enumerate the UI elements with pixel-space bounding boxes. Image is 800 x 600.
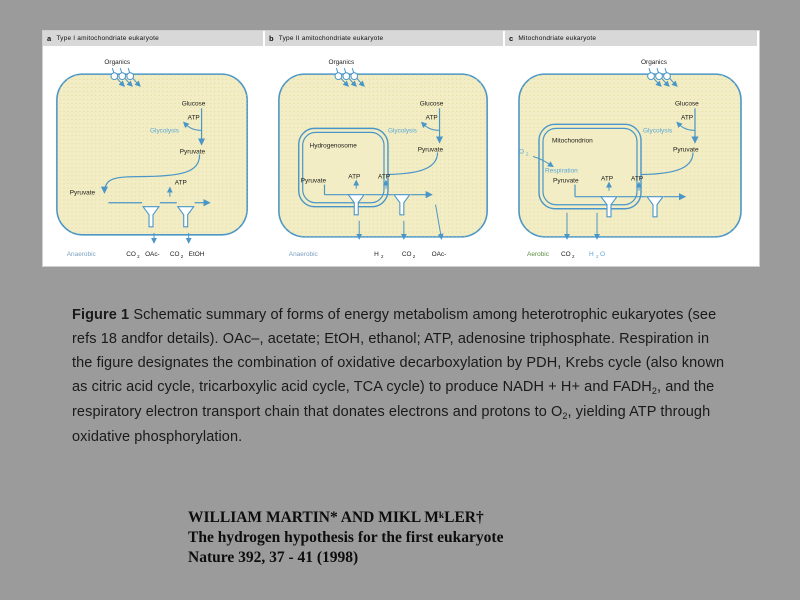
panel-c-title: Mitochondriate eukaryote bbox=[518, 35, 597, 42]
panel-b-canvas bbox=[265, 46, 503, 266]
figure-caption-text: Schematic summary of forms of energy metabolism among heterotrophic eukaryotes (see refs 18 andfor details). OAc–, acetate; EtOH, ethanol; ATP, adenosine triphosphate. Respiration in the figure designates the combination of oxidative decarboxylation by PDH, Krebs cycle (also known as citric acid cycle, tricarboxylic acid cycle, TCA cycle) to produce NADH + H+ and FADH bbox=[72, 307, 725, 395]
svg-text:H: H bbox=[374, 250, 379, 258]
svg-text:Aerobic: Aerobic bbox=[527, 250, 549, 258]
svg-text:Pyruvate: Pyruvate bbox=[673, 146, 699, 154]
svg-text:ATP: ATP bbox=[174, 179, 187, 187]
svg-text:2: 2 bbox=[180, 253, 184, 259]
panel-c-letter: c bbox=[509, 34, 514, 43]
svg-text:Respiration: Respiration bbox=[545, 167, 578, 175]
svg-text:Anaerobic: Anaerobic bbox=[288, 250, 318, 258]
figure-caption-sub-1: 2 bbox=[651, 386, 657, 396]
figure-caption-text-cont: , and the respiratory electron transport chain that donates electrons and protons to O bbox=[72, 379, 715, 420]
figure-caption-label: Figure 1 bbox=[72, 307, 130, 323]
svg-text:CO: CO bbox=[401, 250, 412, 258]
panel-a-letter: a bbox=[47, 34, 52, 43]
panel-b-letter: b bbox=[269, 34, 274, 43]
svg-text:Organics: Organics bbox=[104, 59, 131, 67]
svg-text:ATP: ATP bbox=[601, 175, 614, 183]
figure-image bbox=[42, 30, 760, 267]
svg-text:Glucose: Glucose bbox=[181, 100, 206, 108]
svg-text:ATP: ATP bbox=[425, 114, 438, 122]
panel-b-header bbox=[265, 31, 503, 47]
svg-text:Anaerobic: Anaerobic bbox=[66, 250, 96, 258]
panel-a-header bbox=[43, 31, 263, 47]
svg-text:CO: CO bbox=[169, 250, 180, 258]
svg-text:Pyruvate: Pyruvate bbox=[553, 177, 579, 185]
panel-c-canvas bbox=[505, 46, 757, 266]
svg-text:2: 2 bbox=[381, 253, 384, 259]
svg-text:Pyruvate: Pyruvate bbox=[417, 146, 444, 154]
svg-text:Mitochondrion: Mitochondrion bbox=[552, 137, 593, 145]
svg-text:2: 2 bbox=[137, 253, 140, 259]
citation-authors: WILLIAM MARTIN* AND MIKL MᵏLER† bbox=[188, 509, 484, 526]
svg-text:ATP: ATP bbox=[681, 114, 694, 122]
svg-text:2: 2 bbox=[526, 151, 529, 157]
figure-panel-a bbox=[43, 31, 265, 266]
figure-panel-b bbox=[265, 31, 505, 266]
svg-text:Organics: Organics bbox=[641, 59, 667, 67]
svg-text:EtOH: EtOH bbox=[188, 250, 205, 258]
svg-text:2: 2 bbox=[596, 253, 599, 259]
svg-text:OAc-: OAc- bbox=[431, 250, 447, 258]
citation-block bbox=[188, 508, 708, 568]
svg-text:ATP: ATP bbox=[378, 173, 391, 181]
svg-text:Hydrogenosome: Hydrogenosome bbox=[309, 142, 357, 150]
svg-text:Pyruvate: Pyruvate bbox=[179, 148, 206, 156]
svg-text:Organics: Organics bbox=[328, 59, 355, 67]
panel-b-title: Type II amitochondriate eukaryote bbox=[278, 35, 384, 42]
panel-c-header bbox=[505, 31, 757, 47]
citation-title: The hydrogen hypothesis for the first eukaryote bbox=[188, 529, 504, 546]
figure-caption-text-end: , yielding ATP through oxidative phosphorylation. bbox=[72, 404, 711, 445]
figure-panel-c bbox=[505, 31, 757, 266]
svg-text:O: O bbox=[600, 250, 606, 258]
svg-text:ATP: ATP bbox=[631, 175, 644, 183]
figure-caption-sub-2: 2 bbox=[562, 411, 568, 421]
svg-text:Pyruvate: Pyruvate bbox=[69, 189, 96, 197]
svg-text:Pyruvate: Pyruvate bbox=[300, 177, 327, 185]
svg-text:Glucose: Glucose bbox=[419, 100, 444, 108]
svg-text:Glycolysis: Glycolysis bbox=[387, 127, 417, 135]
svg-text:2: 2 bbox=[412, 253, 416, 259]
figure-caption bbox=[72, 303, 732, 449]
panel-a-canvas bbox=[43, 46, 263, 266]
svg-text:CO: CO bbox=[126, 250, 136, 258]
svg-text:Glucose: Glucose bbox=[675, 100, 699, 108]
svg-text:H: H bbox=[589, 250, 594, 258]
svg-text:CO: CO bbox=[561, 250, 571, 258]
svg-text:OAc-: OAc- bbox=[145, 250, 160, 258]
svg-text:O: O bbox=[519, 148, 525, 156]
svg-text:ATP: ATP bbox=[187, 114, 200, 122]
svg-text:ATP: ATP bbox=[348, 173, 361, 181]
svg-text:2: 2 bbox=[572, 253, 575, 259]
svg-text:Glycolysis: Glycolysis bbox=[150, 127, 179, 135]
svg-text:Glycolysis: Glycolysis bbox=[643, 127, 673, 135]
citation-source: Nature 392, 37 - 41 (1998) bbox=[188, 549, 359, 566]
panel-a-title: Type I amitochondriate eukaryote bbox=[56, 35, 159, 42]
